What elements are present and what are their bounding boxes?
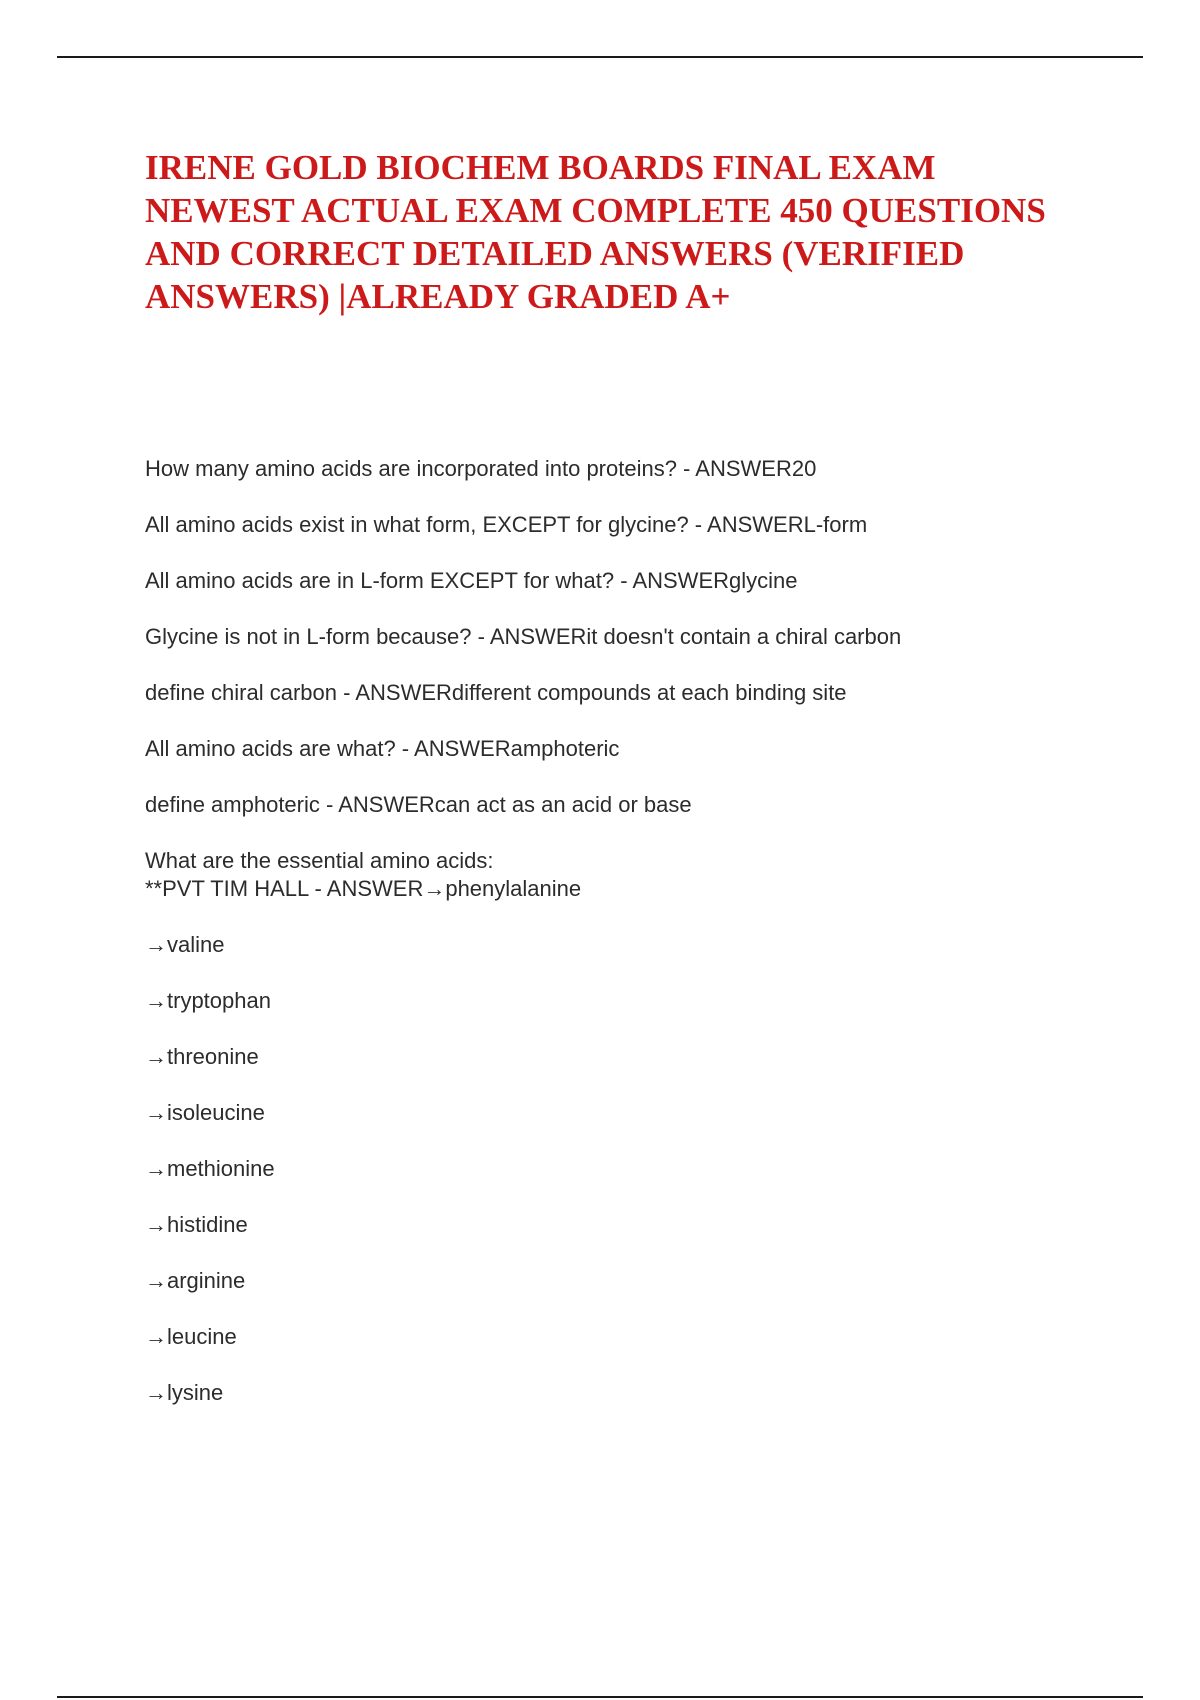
bottom-rule: [57, 1696, 1143, 1698]
qa-line: All amino acids are what? - ANSWERamphoteric: [145, 736, 620, 761]
essential-amino-acid-item: →valine: [145, 932, 225, 957]
essential-amino-acid-item: →threonine: [145, 1044, 259, 1069]
document-title: IRENE GOLD BIOCHEM BOARDS FINAL EXAM NEWEST ACTUAL EXAM COMPLETE 450 QUESTIONS AND CORRECT DETAILED ANSWERS (VERIFIED ANSWERS) |ALREADY GRADED A+: [145, 148, 1046, 316]
essential-amino-acid-item: →arginine: [145, 1268, 246, 1293]
essential-amino-acid-item: →methionine: [145, 1156, 275, 1181]
essential-question-answer-line: **PVT TIM HALL - ANSWER→phenylalanine: [145, 876, 582, 901]
qa-line: How many amino acids are incorporated into proteins? - ANSWER20: [145, 456, 817, 481]
essential-question-line: What are the essential amino acids:: [145, 848, 494, 873]
qa-line: All amino acids exist in what form, EXCEPT for glycine? - ANSWERL-form: [145, 512, 868, 537]
essential-amino-acid-item: →lysine: [145, 1380, 224, 1405]
essential-amino-acid-item: →tryptophan: [145, 988, 271, 1013]
top-rule: [57, 56, 1143, 58]
essential-amino-acid-item: →isoleucine: [145, 1100, 265, 1125]
essential-amino-acid-item: →leucine: [145, 1324, 237, 1349]
document-body: [145, 455, 1125, 1407]
qa-line: All amino acids are in L-form EXCEPT for what? - ANSWERglycine: [145, 568, 798, 593]
qa-line: define chiral carbon - ANSWERdifferent compounds at each binding site: [145, 680, 847, 705]
qa-line: Glycine is not in L-form because? - ANSWERit doesn't contain a chiral carbon: [145, 624, 902, 649]
essential-amino-acid-item: →histidine: [145, 1212, 248, 1237]
qa-line: define amphoteric - ANSWERcan act as an acid or base: [145, 792, 692, 817]
